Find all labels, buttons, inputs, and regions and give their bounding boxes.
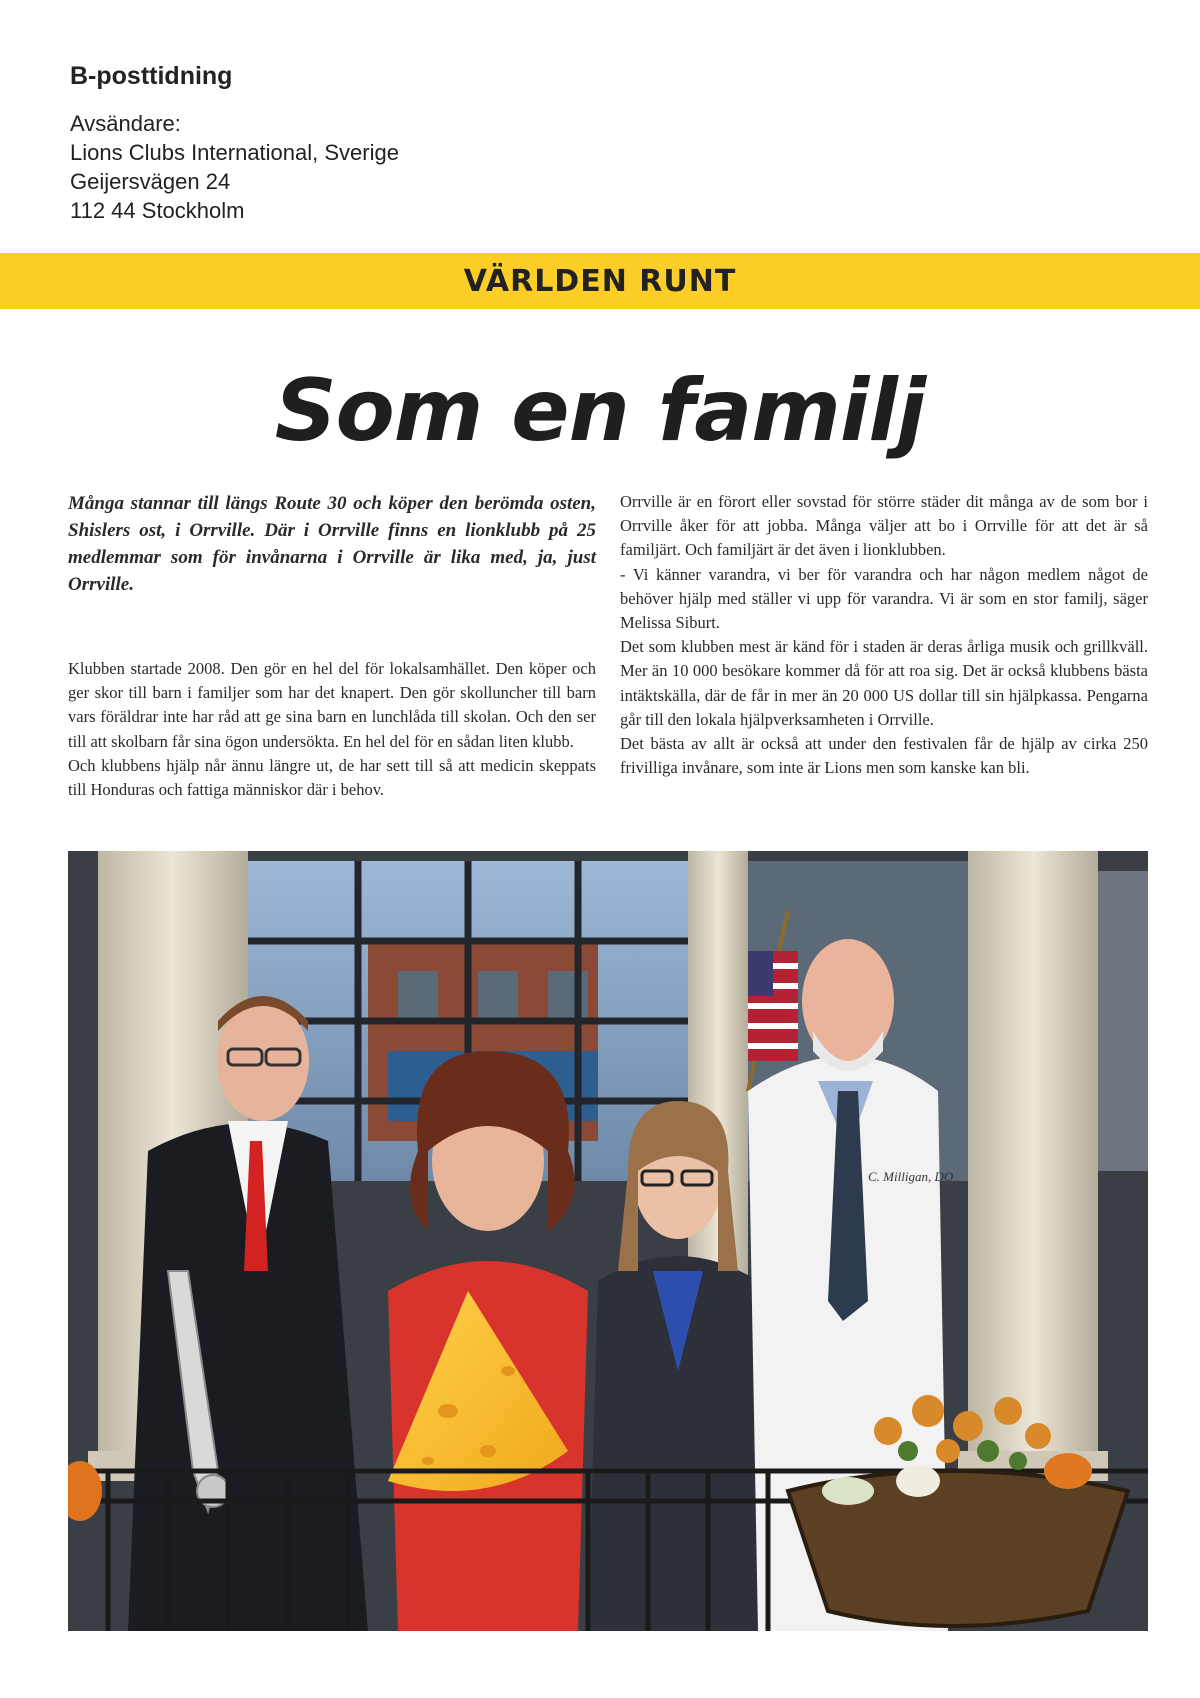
paragraph: Och klubbens hjälp når ännu längre ut, de har sett till så att medicin skeppats till Honduras och fattiga människor där i behov. [68, 755, 596, 800]
section-title: VÄRLDEN RUNT [463, 263, 737, 299]
coat-name-label: C. Milligan, DO [868, 1169, 954, 1184]
article-column-right [620, 490, 1148, 780]
sender-org: Lions Clubs International, Sverige [70, 140, 399, 165]
section-band [0, 253, 1200, 309]
article-column-left [68, 657, 596, 802]
sender-label: Avsändare: [70, 111, 181, 136]
group-photo [68, 851, 1148, 1631]
postage-block [70, 62, 399, 225]
article-headline: Som en familj [274, 361, 926, 461]
paragraph: Det som klubben mest är känd för i staden är deras årliga musik och grillkväll. Mer än 10 000 besökare kommer då för att roa sig. Det är också klubbens bästa intäktskälla, där de får in mer än 20 000 US dollar till sin hjälpkassa. Pengarna går till den lokala hjälpverksamheten i Orrville. [620, 637, 1148, 729]
article-lead: Många stannar till längs Route 30 och köper den berömda osten, Shislers ost, i Orrville. Där i Orrville finns en lionklubb på 25 medlemmar som för invånarna i Orrville är lika med, ja, just Orrville. [68, 493, 596, 595]
paragraph: Orrville är en förort eller sovstad för större städer dit många av de som bor i Orrville åker för att jobba. Många väljer att bo i Orrville för att det är så familjärt. Och familjärt är det även i lionklubben. [620, 492, 1148, 560]
paragraph: Klubben startade 2008. Den gör en hel del för lokalsamhället. Den köper och ger skor till barn i familjer som har det knapert. Den gör skolluncher till barn vars föräldrar inte har råd att ge sina barn en lunchlåda till skolan. Och den ser till att skolbarn får sina ögon undersökta. En hel del för en sådan liten klubb. [68, 659, 596, 751]
sender-city: 112 44 Stockholm [70, 198, 245, 223]
sender-street: Geijersvägen 24 [70, 169, 231, 194]
paragraph: - Vi känner varandra, vi ber för varandra och har någon medlem något de behöver hjälp med ställer vi upp för varandra. Vi är som en stor familj, säger Melissa Siburt. [620, 564, 1148, 633]
postage-type: B-posttidning [70, 62, 233, 90]
photo-illustration [68, 851, 1148, 1631]
paragraph: Det bästa av allt är också att under den festivalen får de hjälp av cirka 250 frivilliga invånare, som inte är Lions men som kanske kan bli. [620, 734, 1148, 778]
